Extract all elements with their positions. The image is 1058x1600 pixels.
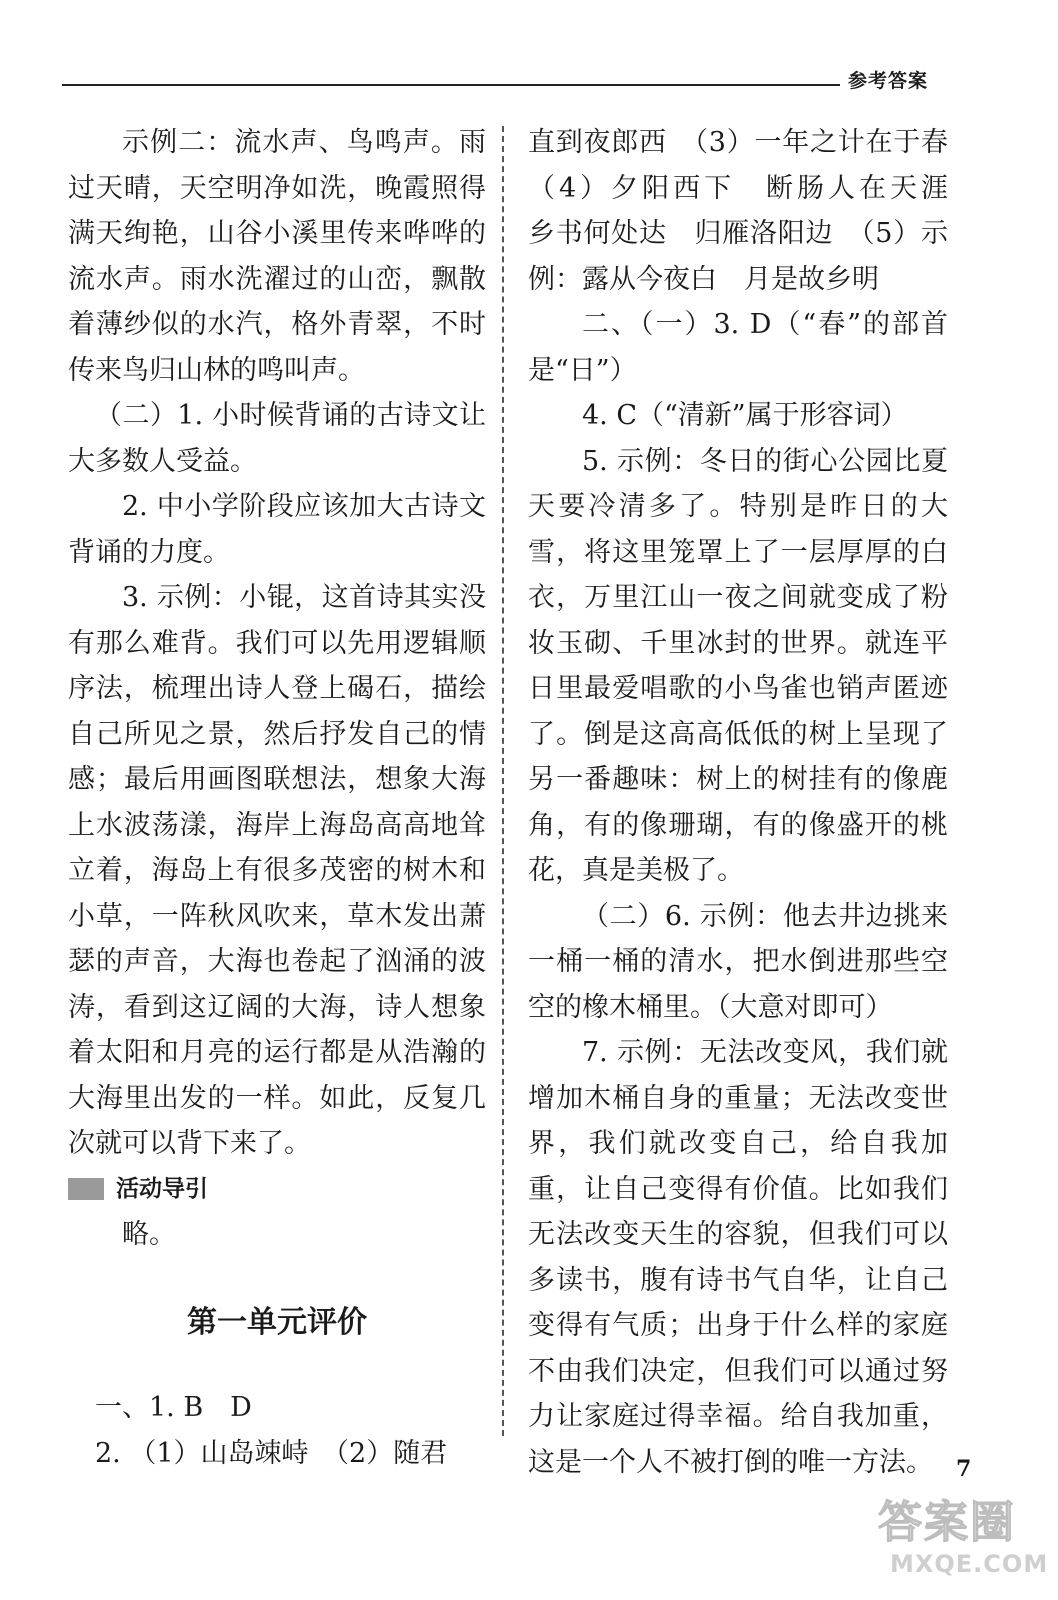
activity-guide-text: 略。	[122, 1219, 176, 1250]
answer-7: 7. 示例：无法改变风，我们就增加木桶自身的重量；无法改变世界，我们就改变自己，给自我加重，让自己变得有价值。比如我们无法改变天生的容貌，但我们可以多读书，腹有诗书气自华，让自己变得有气质；出身于什么样的家庭不由我们决定，但我们可以通过努力让家庭过得幸福。给自我加重，这是一个人不被打倒的唯一方法。	[528, 1037, 948, 1478]
example-two-paragraph: 示例二：流水声、鸟鸣声。雨过天晴，天空明净如洗，晚霞照得满天绚艳，山谷小溪里传来哗哗的流水声。雨水洗濯过的山峦，飘散着薄纱似的水汽，格外青翠，不时传来鸟归山林的鸣叫声。	[68, 127, 486, 386]
answer-3: 二、（一）3. D（“春”的部首是“日”）	[528, 309, 948, 386]
unit-title: 第一单元评价	[187, 1304, 367, 1340]
answer-6: （二）6. 示例：他去井边挑来一桶一桶的清水，把水倒进那些空空的橡木桶里。（大意对即可）	[528, 900, 948, 1023]
answer-2-1: （二）1. 小时候背诵的古诗文让大多数人受益。	[68, 400, 486, 477]
watermark-main: 答案圈	[878, 1497, 1016, 1548]
unit-answer-2: 2. （1）山岛竦峙 （2）随君	[95, 1437, 448, 1469]
header-title: 参考答案	[848, 70, 929, 92]
watermark-sub: MXQE.COM	[890, 1550, 1049, 1578]
column-divider	[502, 126, 504, 1436]
activity-guide-label: 活动导引	[116, 1175, 208, 1202]
answer-2-2: 2. 中小学阶段应该加大古诗文背诵的力度。	[68, 491, 486, 568]
answer-2-3: 3. 示例：小锟，这首诗其实没有那么难背。我们可以先用逻辑顺序法，梳理出诗人登上碣石，描绘自己所见之景，然后抒发自己的情感；最后用画图联想法，想象大海上水波荡漾，海岸上海岛高高地耸立着，海岛上有很多茂密的树木和小草，一阵秋风吹来，草木发出萧瑟的声音，大海也卷起了汹涌的波涛，看到这辽阔的大海，诗人想象着太阳和月亮的运行都是从浩瀚的大海里出发的一样。如此，反复几次就可以背下来了。	[68, 582, 486, 1159]
watermark-logo	[860, 1478, 1050, 1590]
answer-5: 5. 示例：冬日的街心公园比夏天要冷清多了。特别是昨日的大雪，将这里笼罩上了一层厚厚的白衣，万里江山一夜之间就变成了粉妆玉砌、千里冰封的世界。就连平日里最爱唱歌的小鸟雀也销声匿迹了。倒是这高高低低的树上呈现了另一番趣味：树上的树挂有的像鹿角，有的像珊瑚，有的像盛开的桃花，真是美极了。	[528, 445, 948, 886]
activity-guide-heading	[68, 1167, 486, 1213]
poem-answers: 直到夜郎西 （3）一年之计在于春 （4）夕阳西下 断肠人在天涯 乡书何处达 归雁洛阳边 （5）示例：露从今夜白 月是故乡明	[528, 127, 975, 295]
left-column	[68, 120, 486, 1476]
unit-answer-1: 一、1. B D	[95, 1392, 252, 1423]
header-rule	[62, 84, 840, 86]
answer-4: 4. C（“清新”属于形容词）	[582, 400, 908, 431]
right-column	[528, 120, 975, 1485]
section-bar-icon	[68, 1178, 104, 1200]
page-number: 7	[956, 1456, 972, 1482]
